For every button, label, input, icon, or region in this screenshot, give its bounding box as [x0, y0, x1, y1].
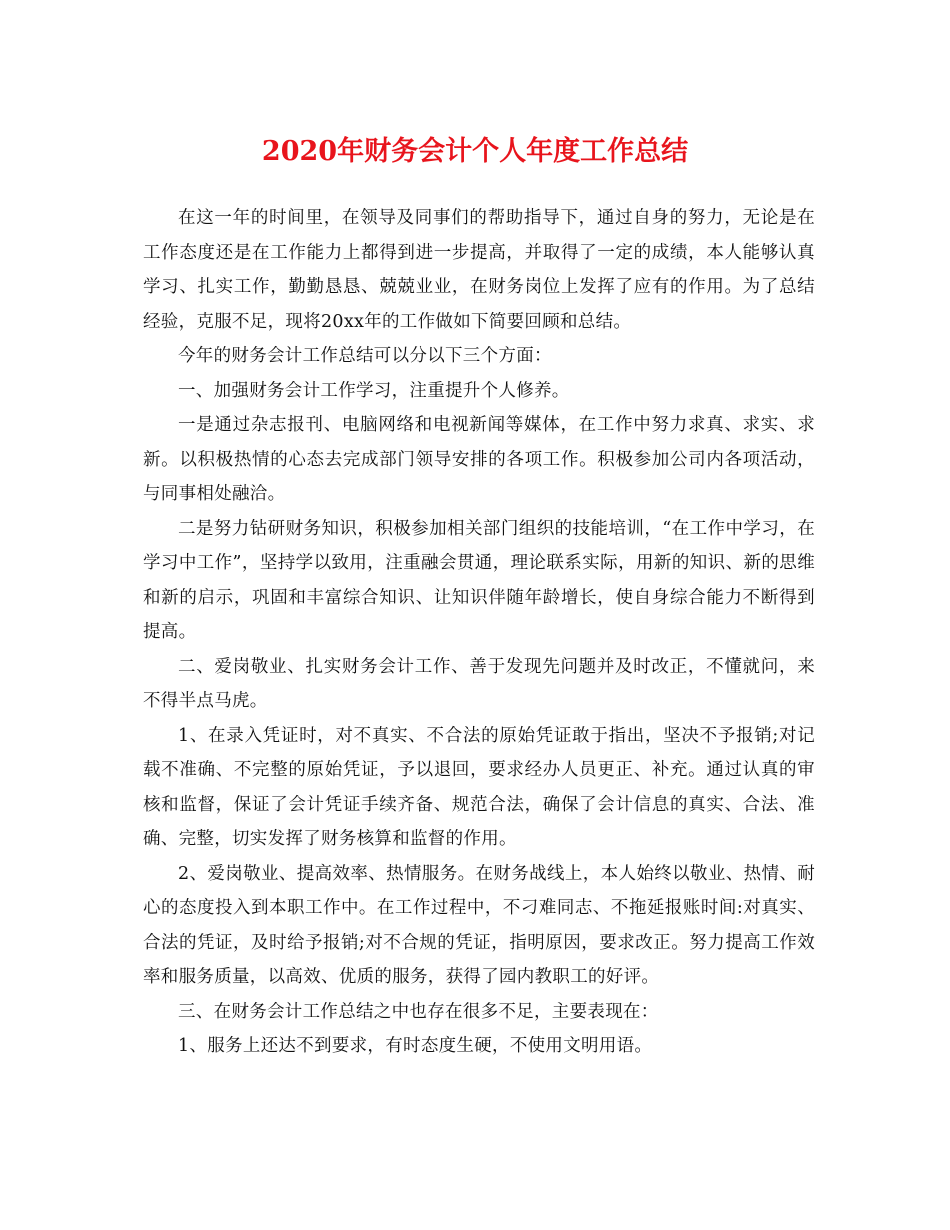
document-title: 2020年财务会计个人年度工作总结: [261, 136, 689, 167]
paragraph-item-2: 2、爱岗敬业、提高效率、热情服务。在财务战线上，本人始终以敬业、热情、耐心的态度投入到本职工作中。在工作过程中，不刁难同志、不拖延报账时间:对真实、合法的凭证，及时给予报销;对不合规的凭证，指明原因，要求改正。努力提高工作效率和服务质量，以高效、优质的服务，获得了园内教职工的好评。: [143, 863, 815, 987]
paragraph-overview: 今年的财务会计工作总结可以分以下三个方面：: [178, 346, 552, 366]
section-heading-3: 三、在财务会计工作总结之中也存在很多不足，主要表现在：: [178, 1001, 659, 1022]
paragraph-point-1: 一是通过杂志报刊、电脑网络和电视新闻等媒体，在工作中努力求真、求实、求新。以积极热情的心态去完成部门领导安排的各项工作。积极参加公司内各项活动，与同事相处融洽。: [143, 415, 815, 504]
section-heading-2: 二、爱岗敬业、扎实财务会计工作、善于发现先问题并及时改正，不懂就问，来不得半点马虎。: [143, 656, 815, 711]
paragraph-intro: 在这一年的时间里，在领导及同事们的帮助指导下，通过自身的努力，无论是在工作态度还是在工作能力上都得到进一步提高，并取得了一定的成绩，本人能够认真学习、扎实工作，勤勤恳恳、兢兢业业，在财务岗位上发挥了应有的作用。为了总结经验，克服不足，现将20xx年的工作做如下简要回顾和总结。: [143, 208, 815, 332]
document-body: [143, 201, 815, 1064]
paragraph-point-2: 二是努力钻研财务知识，积极参加相关部门组织的技能培训，“在工作中学习，在学习中工作”，坚持学以致用，注重融会贯通，理论联系实际，用新的知识、新的思维和新的启示，巩固和丰富综合知识、让知识伴随年龄增长，使自身综合能力不断得到提高。: [143, 518, 815, 642]
section-heading-1: 一、加强财务会计工作学习，注重提升个人修养。: [178, 380, 570, 401]
paragraph-shortcoming-1: 1、服务上还达不到要求，有时态度生硬，不使用文明用语。: [178, 1036, 653, 1056]
paragraph-item-1: 1、在录入凭证时，对不真实、不合法的原始凭证敢于指出，坚决不予报销;对记载不准确、不完整的原始凭证，予以退回，要求经办人员更正、补充。通过认真的审核和监督，保证了会计凭证手续齐备、规范合法，确保了会计信息的真实、合法、准确、完整，切实发挥了财务核算和监督的作用。: [143, 725, 815, 849]
